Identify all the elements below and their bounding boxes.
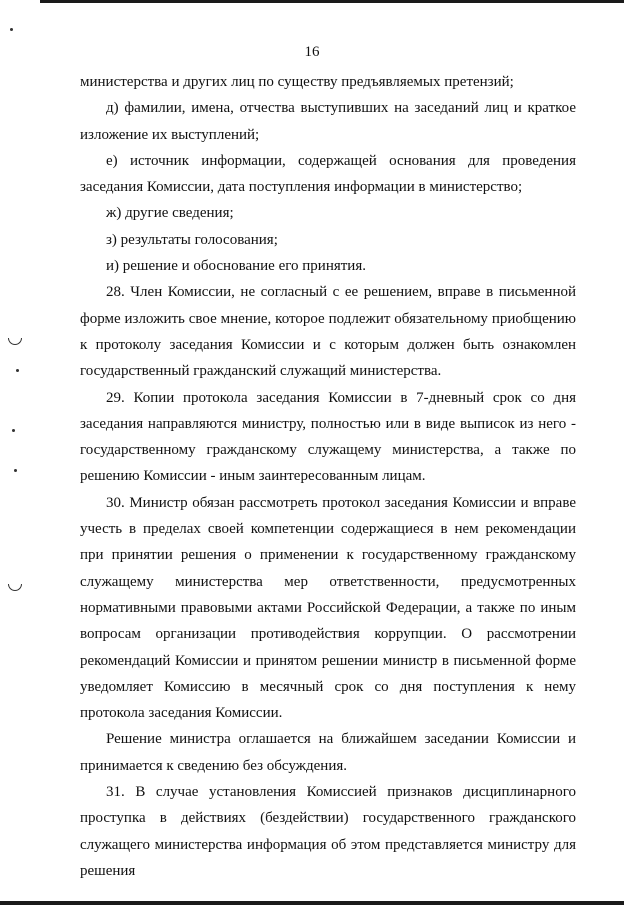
paragraph-clause-28: 28. Член Комиссии, не согласный с ее решением, вправе в письменной форме изложить свое мнение, которое подлежит обязательному приобщению к протоколу заседания Комиссии и с которым должен быть ознакомлен государственный гражданский служащий министерства. bbox=[80, 284, 576, 380]
scan-artifact-arc bbox=[8, 584, 22, 591]
scan-artifact-dot bbox=[14, 469, 17, 472]
scan-artifact-dot bbox=[12, 429, 15, 432]
scan-artifact-dot bbox=[10, 28, 13, 31]
paragraph-item-z: з) результаты голосования; bbox=[106, 231, 278, 248]
paragraph-item-zh: ж) другие сведения; bbox=[106, 205, 234, 222]
scan-edge-top bbox=[40, 0, 624, 3]
paragraph-clause-30: 30. Министр обязан рассмотреть протокол заседания Комиссии и вправе учесть в пределах своей компетенции содержащиеся в нем рекомендации при принятии решения о применении к государственному гражданскому служащему министерства мер ответственности, предусмотренных нормативными правовыми актами Российской Федерации, а также по иным вопросам организации противодействия коррупции. О рассмотрении рекомендаций Комиссии и принятом решении министр в письменной форме уведомляет Комиссию в месячный срок со дня поступления к нему протокола заседания Комиссии. bbox=[80, 494, 576, 722]
scan-artifact-arc bbox=[8, 338, 22, 345]
scan-edge-bottom bbox=[0, 901, 624, 905]
paragraph-item-e: е) источник информации, содержащей основания для проведения заседания Комиссии, дата поступления информации в министерство; bbox=[80, 152, 576, 196]
paragraph-clause-31: 31. В случае установления Комиссией признаков дисциплинарного проступка в действиях (бездействии) государственного гражданского служащего министерства информация об этом представляется министру для решения bbox=[80, 784, 576, 879]
document-body bbox=[80, 69, 576, 884]
paragraph-item-i: и) решение и обоснование его принятия. bbox=[106, 258, 366, 275]
paragraph-item-d: д) фамилии, имена, отчества выступивших на заседаний лиц и краткое изложение их выступлений; bbox=[80, 100, 576, 143]
page-number: 16 bbox=[304, 44, 320, 60]
paragraph-continued: министерства и других лиц по существу предъявляемых претензий; bbox=[80, 74, 514, 90]
scan-artifact-dot bbox=[16, 369, 19, 372]
paragraph-clause-29: 29. Копии протокола заседания Комиссии в 7-дневный срок со дня заседания направляются министру, полностью или в виде выписок из него - государственному гражданскому служащему министерства, а также по решению Комиссии - иным заинтересованным лицам. bbox=[80, 389, 576, 485]
paragraph-minister-decision: Решение министра оглашается на ближайшем заседании Комиссии и принимается к сведению без обсуждения. bbox=[80, 731, 576, 774]
